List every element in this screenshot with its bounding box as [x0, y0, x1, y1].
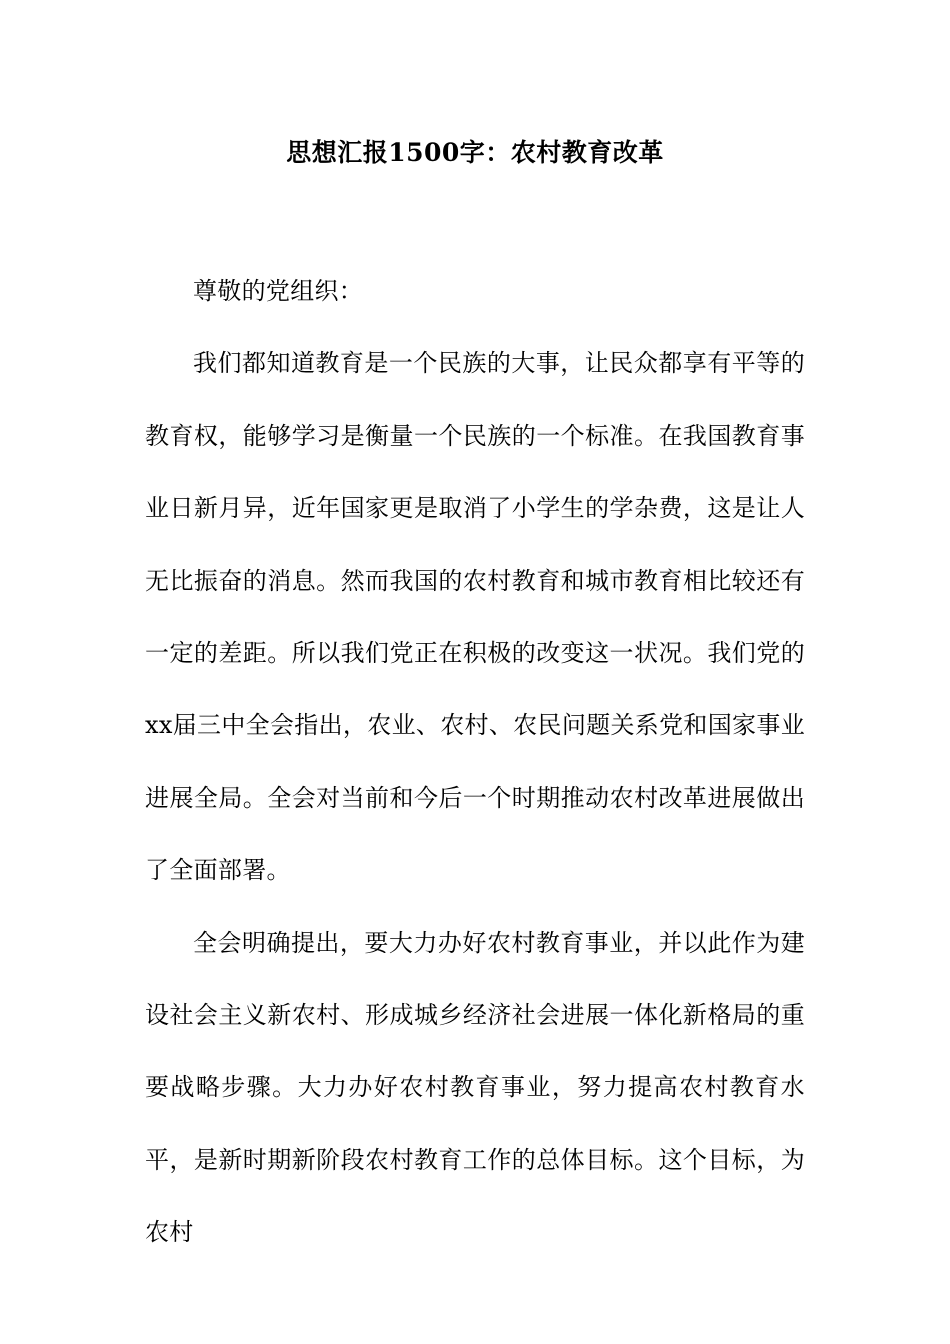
salutation: 尊敬的党组织：	[193, 277, 364, 305]
paragraph-1: 我们都知道教育是一个民族的大事，让民众都享有平等的教育权，能够学习是衡量一个民族的一个标准。在我国教育事业日新月异，近年国家更是取消了小学生的学杂费，这是让人无比振奋的消息。然而我国的农村教育和城市教育相比较还有一定的差距。所以我们党正在积极的改变这一状况。我们党的xx届三中全会指出，农业、农村、农民问题关系党和国家事业进展全局。全会对当前和今后一个时期推动农村改革进展做出了全面部署。	[145, 349, 805, 885]
document-body	[145, 255, 805, 1269]
document-title: 思想汇报1500字：农村教育改革	[286, 138, 664, 167]
paragraph-2: 全会明确提出，要大力办好农村教育事业，并以此作为建设社会主义新农村、形成城乡经济社会进展一体化新格局的重要战略步骤。大力办好农村教育事业，努力提高农村教育水平，是新时期新阶段农村教育工作的总体目标。这个目标，为农村	[145, 928, 805, 1247]
